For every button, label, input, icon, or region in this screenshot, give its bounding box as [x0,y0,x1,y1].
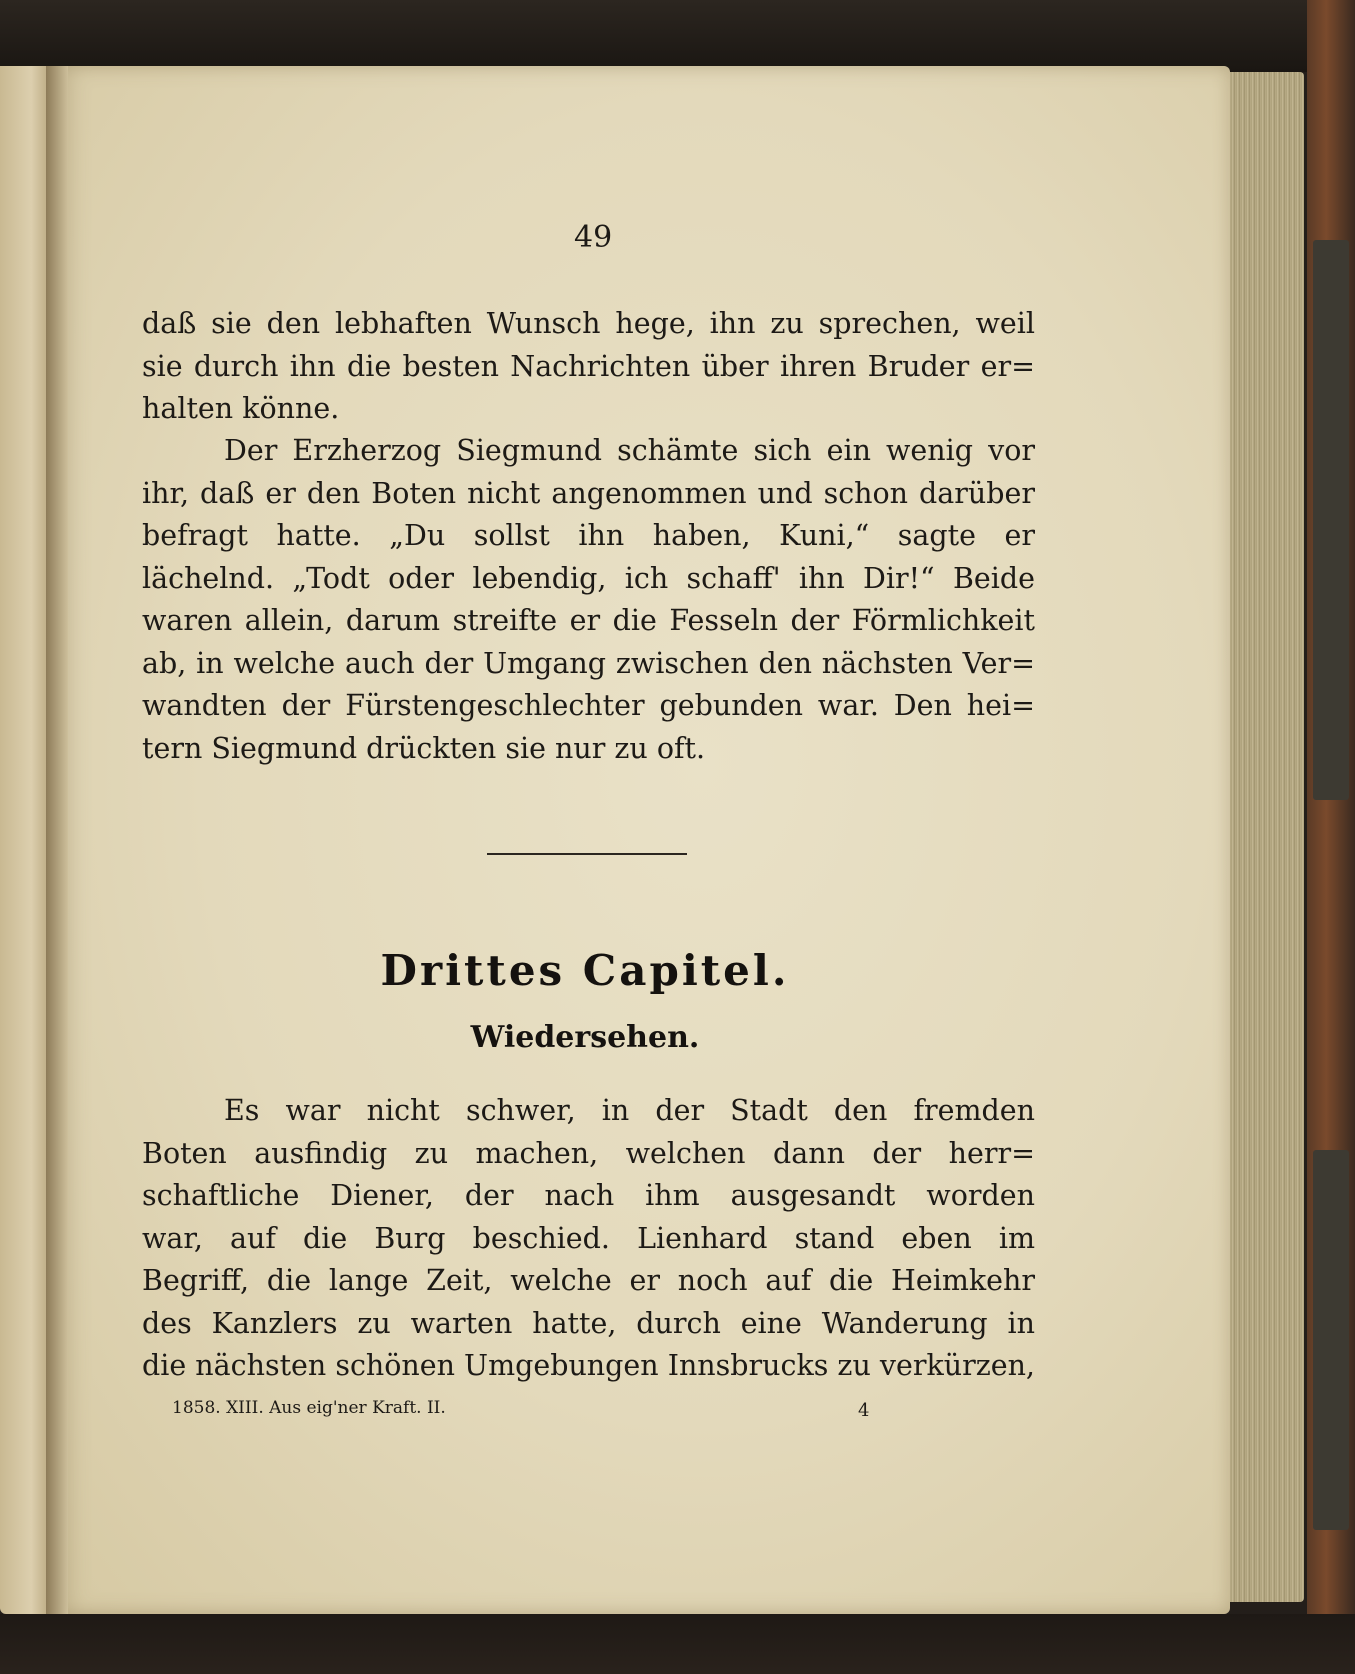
page-number: 49 [574,220,613,255]
text-line: ihr, daß er den Boten nicht angenommen und schon darüber [142,476,1035,510]
text-line: daß sie den lebhaften Wunsch hege, ihn zu sprechen, weil [142,307,1035,340]
text-line: Der Erzherzog Siegmund schämte sich ein wenig vor [224,434,1035,467]
page-block-edges [1226,72,1304,1602]
text-line: die nächsten schönen Umgebungen Innsbrucks zu verkürzen, [142,1349,1035,1382]
text-line: Es war nicht schwer, in der Stadt den fremden [224,1094,1035,1127]
cover-wear-patch [1313,1150,1349,1530]
text-line: Boten ausfindig zu machen, welchen dann der herr= [142,1136,1035,1170]
paragraph-1 [142,303,1035,431]
left-page-sliver [0,66,52,1614]
footer-signature: 1858. XIII. Aus eig'ner Kraft. II. [172,1398,446,1418]
text-line: Begriff, die lange Zeit, welche er noch auf die Heimkehr [142,1264,1035,1297]
text-line: war, auf die Burg beschied. Lienhard stand eben im [142,1221,1035,1255]
text-line: wandten der Fürstengeschlechter gebunden war. Den hei= [142,689,1035,722]
text-line: befragt hatte. „Du sollst ihn haben, Kuni,“ sagte er [142,519,1035,552]
text-line: lächelnd. „Todt oder lebendig, ich schaff' ihn Dir!“ Beide [142,561,1035,595]
text-line: schaftliche Diener, der nach ihm ausgesandt worden [142,1179,1035,1212]
text-line: halten könne. [142,392,340,425]
chapter-title: Drittes Capitel. [380,946,790,995]
text-line: waren allein, darum streifte er die Fesseln der Förmlichkeit [142,604,1035,637]
book-cover-top [0,0,1355,72]
paragraph-2 [142,430,1035,770]
page-gutter [46,66,68,1614]
cover-wear-patch [1313,240,1349,800]
book-cover-bottom [0,1614,1355,1674]
paragraph-3 [142,1090,1035,1388]
chapter-subtitle: Wiedersehen. [470,1020,700,1055]
book-cover-right [1307,0,1355,1674]
text-line: sie durch ihn die besten Nachrichten über ihren Bruder er= [142,349,1035,383]
footer-sheet-number: 4 [858,1400,870,1421]
text-line: tern Siegmund drückten sie nur zu oft. [142,731,706,765]
section-divider [487,853,687,855]
text-line: des Kanzlers zu warten hatte, durch eine Wanderung in [142,1306,1035,1340]
text-line: ab, in welche auch der Umgang zwischen den nächsten Ver= [142,646,1035,680]
